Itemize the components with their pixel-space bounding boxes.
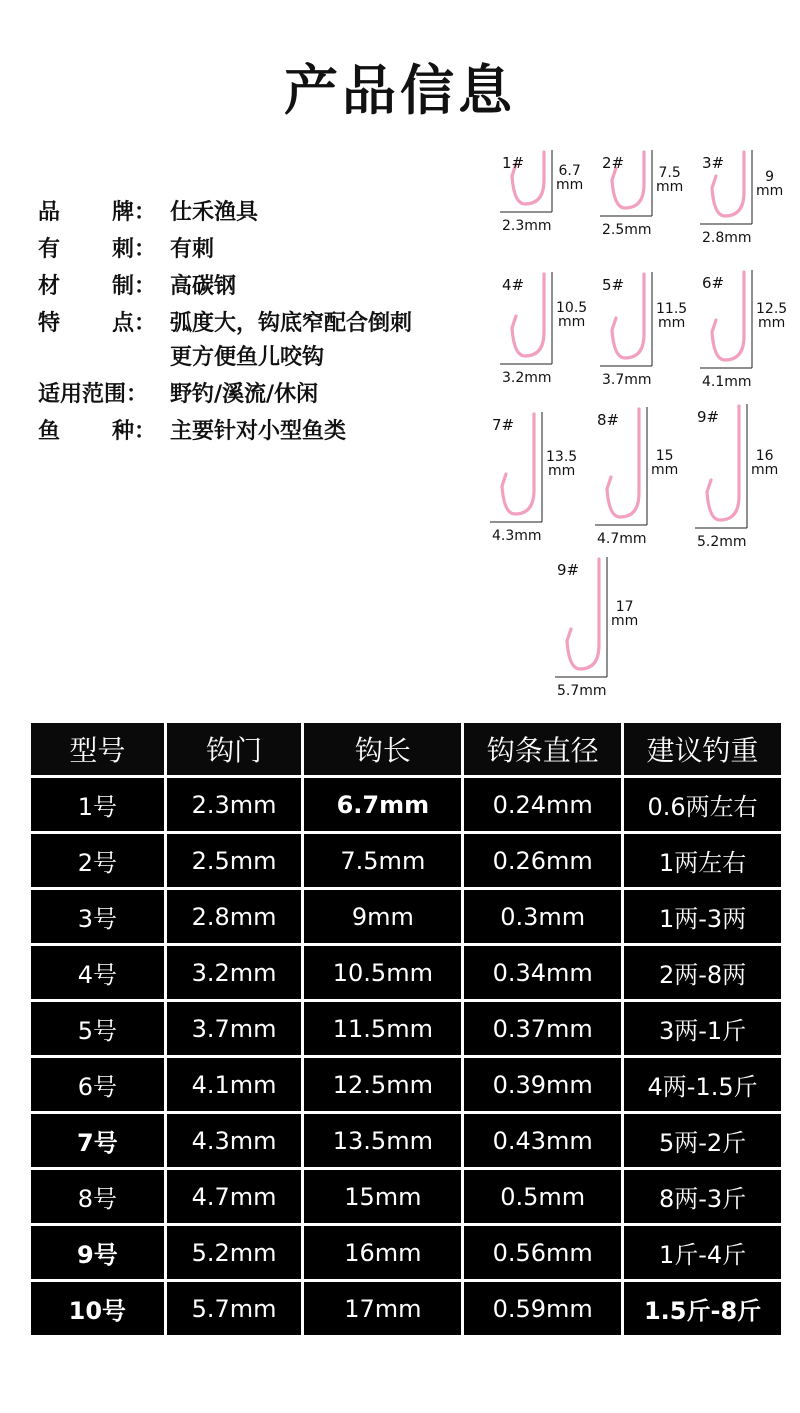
info-label: 点： (111, 311, 156, 336)
table-cell: 3.7mm (167, 1002, 302, 1055)
table-row (31, 946, 781, 999)
info-label: ： (126, 382, 149, 407)
hook-gap: 3.7mm (602, 372, 652, 388)
hook-length-unit: mm (657, 315, 686, 331)
table-cell: 0.6两左右 (624, 778, 781, 831)
hook-number: 2# (602, 154, 625, 172)
hook-gap: 2.8mm (702, 230, 752, 246)
table-cell: 0.34mm (464, 946, 621, 999)
info-label: 刺： (111, 237, 156, 262)
hook-length-value: 12.5 (756, 301, 788, 317)
info-row-feature (38, 307, 498, 375)
table-cell: 5号 (31, 1002, 164, 1055)
info-value-line2: 更方便鱼儿咬钩 (170, 345, 325, 370)
info-label: 制： (111, 274, 156, 299)
table-cell: 0.39mm (464, 1058, 621, 1111)
table-cell: 4.3mm (167, 1114, 302, 1167)
table-cell: 0.56mm (464, 1226, 621, 1279)
table-cell: 5.2mm (167, 1226, 302, 1279)
hook-size-diagram (480, 140, 800, 700)
table-cell: 0.5mm (464, 1170, 621, 1223)
table-header: 型号 (31, 723, 164, 775)
hook-length-value: 13.5 (546, 449, 578, 465)
hook-length-unit: mm (656, 179, 684, 195)
table-cell: 3号 (31, 890, 164, 943)
hook-length-unit: mm (751, 462, 779, 478)
hook-number: 1# (502, 154, 525, 172)
table-cell: 6.7mm (304, 778, 461, 831)
hook-number: 9# (557, 561, 580, 579)
info-row-material (38, 270, 498, 304)
table-cell: 2.5mm (167, 834, 302, 887)
hook-number: 8# (597, 411, 620, 429)
hook-length-unit: mm (547, 463, 576, 479)
table-cell: 8两-3斤 (624, 1170, 781, 1223)
table-header: 钩门 (167, 723, 302, 775)
hook-length-value: 6.7 (558, 163, 581, 179)
table-cell: 6号 (31, 1058, 164, 1111)
info-row-barb (38, 233, 498, 267)
table-cell: 1两左右 (624, 834, 781, 887)
table-row (31, 1226, 781, 1279)
info-value: 高碳钢 (170, 274, 237, 299)
info-value: 主要针对小型鱼类 (170, 419, 347, 444)
hook-length-value: 15 (655, 448, 674, 464)
table-header: 建议钓重 (624, 723, 781, 775)
hook-length-unit: mm (756, 183, 784, 199)
table-cell: 8号 (31, 1170, 164, 1223)
hook-gap: 4.3mm (492, 528, 542, 544)
table-cell: 0.3mm (464, 890, 621, 943)
hook-length-unit: mm (557, 314, 586, 330)
table-row (31, 1058, 781, 1111)
table-cell: 4.7mm (167, 1170, 302, 1223)
hook-gap: 2.3mm (502, 218, 552, 234)
page-title: 产品信息 (284, 59, 516, 122)
table-header: 钩长 (304, 723, 461, 775)
table-cell: 5两-2斤 (624, 1114, 781, 1167)
table-cell: 1两-3两 (624, 890, 781, 943)
info-row-usage (38, 378, 498, 412)
table-cell: 9号 (31, 1226, 164, 1279)
table-cell: 1.5斤-8斤 (624, 1282, 781, 1335)
table-cell: 3.2mm (167, 946, 302, 999)
table-cell: 11.5mm (304, 1002, 461, 1055)
table-cell: 10.5mm (304, 946, 461, 999)
table-cell: 10号 (31, 1282, 164, 1335)
table-cell: 16mm (304, 1226, 461, 1279)
info-value: 弧度大，钩底窄配合倒刺 (170, 311, 413, 336)
hook-number: 7# (492, 416, 515, 434)
info-label: 牌： (111, 200, 156, 225)
hook-gap: 4.7mm (597, 531, 647, 547)
hook-gap: 2.5mm (602, 222, 652, 238)
table-row (31, 1282, 781, 1335)
hook-length (556, 164, 583, 192)
table-cell: 0.24mm (464, 778, 621, 831)
hook-length-value: 16 (755, 448, 774, 464)
table-header-row (31, 723, 781, 775)
hook-length (751, 449, 778, 477)
hook-number: 5# (602, 276, 625, 294)
table-row (31, 778, 781, 831)
hook-gap: 5.2mm (697, 534, 747, 550)
hook-length (756, 302, 787, 330)
hook-length-unit: mm (611, 613, 639, 629)
hook-number: 4# (502, 276, 525, 294)
table-cell: 17mm (304, 1282, 461, 1335)
table-cell: 0.59mm (464, 1282, 621, 1335)
table-row (31, 890, 781, 943)
info-row-brand (38, 196, 498, 230)
table-cell: 4两-1.5斤 (624, 1058, 781, 1111)
hook-length-value: 9 (765, 169, 775, 185)
table-header: 钩条直径 (464, 723, 621, 775)
info-label: 材 (38, 274, 61, 299)
hook-gap: 4.1mm (702, 374, 752, 390)
table-cell: 2.8mm (167, 890, 302, 943)
table-cell: 13.5mm (304, 1114, 461, 1167)
hook-length (656, 166, 683, 194)
hook-length (556, 301, 587, 329)
table-cell: 1斤-4斤 (624, 1226, 781, 1279)
info-value: 野钓/溪流/休闲 (170, 382, 319, 407)
table-cell: 3两-1斤 (624, 1002, 781, 1055)
table-cell: 9mm (304, 890, 461, 943)
table-cell: 0.26mm (464, 834, 621, 887)
hook-length (656, 302, 687, 330)
product-info (38, 196, 498, 452)
spec-table (28, 720, 784, 1338)
hook-number: 9# (697, 408, 720, 426)
table-cell: 2两-8两 (624, 946, 781, 999)
table-cell: 7.5mm (304, 834, 461, 887)
info-label: 品 (38, 200, 61, 225)
table-cell: 0.37mm (464, 1002, 621, 1055)
info-label: 鱼 (38, 419, 61, 444)
table-cell: 1号 (31, 778, 164, 831)
hook-length-value: 17 (615, 599, 634, 615)
hook-gap: 5.7mm (557, 683, 607, 699)
hook-length (651, 449, 678, 477)
info-row-fish (38, 415, 498, 449)
hook-length-unit: mm (757, 315, 786, 331)
table-cell: 4号 (31, 946, 164, 999)
table-row (31, 1170, 781, 1223)
table-cell: 4.1mm (167, 1058, 302, 1111)
hook-number: 6# (702, 274, 725, 292)
hook-length (611, 600, 638, 628)
table-row (31, 834, 781, 887)
hook-length (546, 450, 577, 478)
hook-length-value: 11.5 (656, 301, 688, 317)
info-label: 特 (38, 311, 61, 336)
hook-gap: 3.2mm (502, 370, 552, 386)
table-cell: 7号 (31, 1114, 164, 1167)
info-label: 有 (38, 237, 61, 262)
hook-number: 3# (702, 154, 725, 172)
info-value: 仕禾渔具 (170, 200, 259, 225)
hook-length-unit: mm (556, 177, 584, 193)
info-label: 种： (111, 419, 156, 444)
table-cell: 5.7mm (167, 1282, 302, 1335)
table-cell: 0.43mm (464, 1114, 621, 1167)
info-value: 有刺 (170, 237, 215, 262)
table-row (31, 1114, 781, 1167)
table-row (31, 1002, 781, 1055)
table-cell: 15mm (304, 1170, 461, 1223)
table-cell: 12.5mm (304, 1058, 461, 1111)
hook-length-value: 10.5 (556, 300, 588, 316)
hook-length (756, 170, 783, 198)
info-label: 适用范围 (38, 382, 127, 407)
hook-length-unit: mm (651, 462, 679, 478)
hook-length-value: 7.5 (658, 165, 681, 181)
table-cell: 2.3mm (167, 778, 302, 831)
table-cell: 2号 (31, 834, 164, 887)
